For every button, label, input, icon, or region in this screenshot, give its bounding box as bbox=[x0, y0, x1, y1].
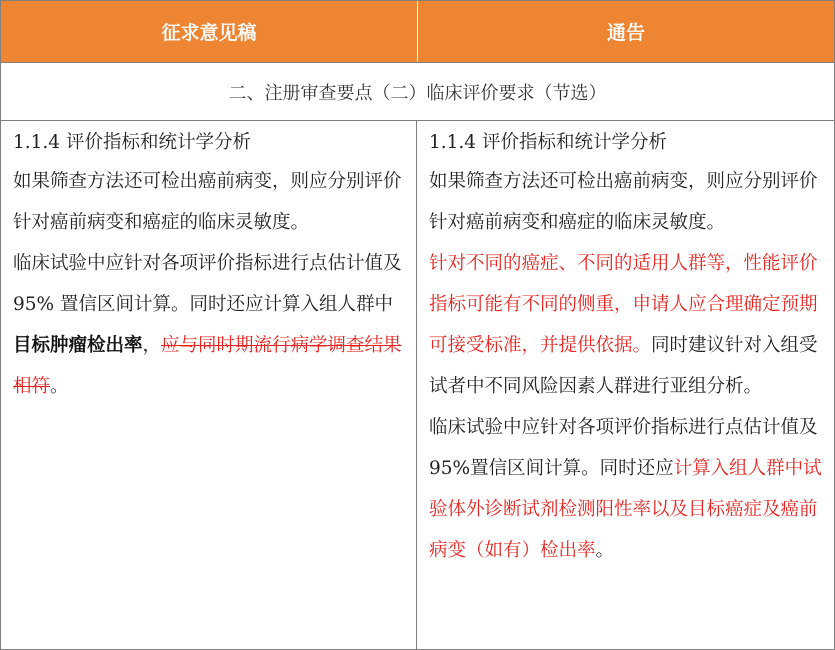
notice-column bbox=[418, 121, 834, 649]
notice-paragraph-2 bbox=[429, 243, 826, 407]
section-title: 二、注册审查要点（二）临床评价要求（节选） bbox=[1, 63, 834, 121]
notice-p2-added: 针对不同的癌症、不同的适用人群等，性能评价指标可能有不同的侧重，申请人应合理确定预期可接受标准，并提供依据。 bbox=[429, 253, 818, 356]
notice-p3-end: 。 bbox=[595, 540, 615, 561]
draft-column bbox=[1, 121, 417, 649]
draft-p2-end: 。 bbox=[50, 376, 69, 397]
draft-heading: 1.1.4 评价指标和统计学分析 bbox=[13, 132, 251, 153]
notice-p3-added: 计算入组人群中试验体外诊断试剂检测阳性率以及目标癌症及癌前病变（如有）检出率 bbox=[429, 458, 822, 561]
notice-paragraph-1: 如果筛查方法还可检出癌前病变，则应分别评价针对癌前病变和癌症的临床灵敏度。 bbox=[429, 171, 818, 233]
notice-p3-text: 临床试验中应针对各项评价指标进行点估计值及 95%置信区间计算。同时还应 bbox=[429, 417, 818, 479]
draft-p2-text: 临床试验中应针对各项评价指标进行点估计值及 95% 置信区间计算。同时还应计算入组人群中 bbox=[13, 253, 402, 315]
table-header bbox=[1, 1, 834, 63]
notice-paragraph-3 bbox=[429, 407, 826, 571]
notice-heading: 1.1.4 评价指标和统计学分析 bbox=[429, 132, 667, 153]
draft-p2-deleted: 应与同时期流行病学调查结果相符 bbox=[13, 335, 402, 397]
header-notice-title: 通告 bbox=[606, 22, 645, 44]
notice-p2-end: 同时建议针对入组受试者中不同风险因素人群进行亚组分析。 bbox=[429, 335, 818, 397]
draft-p2-bold: 目标肿瘤检出率 bbox=[13, 335, 143, 356]
draft-paragraph-1: 如果筛查方法还可检出癌前病变，则应分别评价针对癌前病变和癌症的临床灵敏度。 bbox=[13, 171, 402, 233]
draft-paragraph-2 bbox=[13, 243, 408, 407]
header-draft-title: 征求意见稿 bbox=[1, 1, 418, 62]
draft-p2-comma: ， bbox=[142, 335, 162, 356]
